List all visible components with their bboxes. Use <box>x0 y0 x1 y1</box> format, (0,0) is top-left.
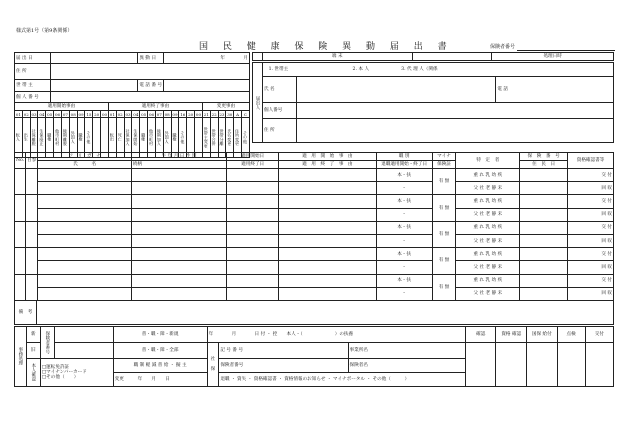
col-myna: マイナ <box>432 153 456 161</box>
check-shikaku: 資格 確認 <box>496 327 527 343</box>
end-code-5[interactable]: 06 <box>148 111 155 117</box>
start-reason-field[interactable] <box>279 169 377 182</box>
hokensha-field[interactable]: 保険者番号 <box>219 359 348 373</box>
end-item-8: 職権 <box>171 118 179 158</box>
birth-field[interactable] <box>131 221 226 234</box>
end-item-7: 外国人 <box>163 118 171 158</box>
end-item-9: その他 <box>179 118 187 158</box>
birth-field[interactable] <box>131 248 226 261</box>
table-row <box>15 274 614 287</box>
tokutei-field[interactable]: 父 社 老 静 未 <box>456 182 520 195</box>
job-field[interactable]: 本・扶 <box>376 169 432 182</box>
end-code-0[interactable]: 01 <box>109 111 115 117</box>
end-reason-field[interactable] <box>279 234 377 247</box>
check-tenken: 点検 <box>557 327 585 343</box>
start-code-7[interactable]: 08 <box>70 111 76 117</box>
notifier-name-label: 氏 名 <box>262 77 296 103</box>
form-sheet <box>6 0 622 439</box>
end-reason-field[interactable] <box>279 182 377 195</box>
table-row <box>15 221 614 234</box>
start-code-5[interactable]: 06 <box>55 111 61 117</box>
new-label: 新 <box>26 327 40 343</box>
notifier-choices[interactable]: 1. 世帯主 2. 本 人 3. 代 理 人（関係 <box>262 63 613 77</box>
furigana-field[interactable] <box>38 221 131 234</box>
jumin-field[interactable] <box>520 234 568 247</box>
verify-label: 本人確認 <box>26 359 40 387</box>
col-tokutei: 特 定 者 <box>456 153 520 169</box>
change-item-1: 世帯合併 <box>210 118 218 158</box>
change-code-0[interactable]: 21 <box>203 111 209 117</box>
birth-field[interactable] <box>131 169 226 182</box>
end-date-field[interactable] <box>227 287 279 300</box>
start-item-7: 外国人 <box>69 118 77 158</box>
start-item-9: その他 <box>85 118 93 158</box>
row-mokusan[interactable] <box>26 274 38 300</box>
change-item-4: 住所変更 <box>234 118 242 158</box>
start-date-field[interactable] <box>227 169 279 182</box>
row-mokusan[interactable] <box>26 169 38 195</box>
start-item-2: 社保離脱 <box>30 118 38 158</box>
check-kyufu: 国保 給付 <box>527 327 558 343</box>
remarks-field[interactable] <box>37 301 614 325</box>
change-code-3[interactable]: 30 <box>227 111 233 117</box>
notifier-personal-no-field[interactable] <box>296 103 613 119</box>
col-job: 職 別 <box>376 153 432 161</box>
insure-no-field[interactable] <box>520 274 568 287</box>
end-code-6[interactable]: 07 <box>156 111 162 117</box>
tokutei-field[interactable]: 重 れ 乳 幼 疾 <box>456 248 520 261</box>
change-date-label: 異 動 日 <box>138 53 164 64</box>
jumin-field[interactable] <box>520 208 568 221</box>
end-item-6: 後期加入 <box>155 118 163 158</box>
new-codes: 普・職・障・新規 <box>113 327 207 343</box>
form-number: 様式第1号（第9条関係） <box>16 28 73 34</box>
insure-no-field[interactable] <box>520 221 568 234</box>
furigana-field[interactable] <box>38 169 131 182</box>
processed-label: 処理日時 <box>492 53 614 61</box>
relation-field[interactable] <box>131 182 226 195</box>
name-field[interactable] <box>38 182 131 195</box>
end-item-0: 転出 <box>108 118 116 158</box>
retire-field[interactable]: ・ <box>376 182 432 195</box>
end-reason-field[interactable] <box>279 287 377 300</box>
start-item-5: 他市町村 <box>54 118 62 158</box>
notifier-table <box>252 62 614 143</box>
row-no <box>15 248 26 274</box>
change-reason-label: 変更事由 <box>202 103 249 111</box>
myna-field[interactable]: 有 無 <box>432 169 456 195</box>
form-title: 国 民 健 康 保 険 異 動 届 出 書 <box>199 42 453 52</box>
tokutei-field[interactable]: 重 れ 乳 幼 疾 <box>456 195 520 208</box>
jumin-field[interactable] <box>520 287 568 300</box>
jigyosho-field[interactable]: 事業所名 <box>348 343 465 359</box>
id-options[interactable]: □運転免許証 □マイナンバーカード □その他（ ） <box>40 359 113 387</box>
relation-field[interactable] <box>131 208 226 221</box>
start-item-3: 生保廃止 <box>38 118 46 158</box>
job-field[interactable]: 本・扶 <box>376 195 432 208</box>
start-date-field[interactable] <box>227 248 279 261</box>
end-date-field[interactable] <box>227 208 279 221</box>
insurer-no-field[interactable] <box>517 42 615 51</box>
row-mokusan[interactable] <box>26 195 38 221</box>
end-item-5: 他市町村 <box>148 118 156 158</box>
person-fuyo: 年 月 日 付 ・ 控 本人・（ ）の扶養 <box>207 327 465 343</box>
start-code-11[interactable]: 00 <box>101 111 108 117</box>
householder-field[interactable] <box>50 80 137 92</box>
phone-label: 電 話 番 号 <box>138 80 164 92</box>
notifier-address-label: 住 所 <box>262 119 296 143</box>
name-field[interactable] <box>38 208 131 221</box>
col-relation: 続柄 <box>131 161 226 169</box>
end-code-1[interactable]: 02 <box>117 111 123 117</box>
end-code-3[interactable]: 04 <box>133 111 139 117</box>
kakunin-field[interactable]: 交 付 <box>568 169 614 182</box>
end-code-9[interactable]: 16 <box>180 111 186 117</box>
table-row <box>15 169 614 182</box>
kakunin-field[interactable]: 交 付 <box>568 195 614 208</box>
insure-no-field[interactable] <box>520 248 568 261</box>
start-item-8: 職権 <box>77 118 85 158</box>
old-codes: 普・職・障・全部 <box>113 343 207 359</box>
col-kakunin: 資格確認書等 <box>568 153 614 169</box>
insurer-no-label: 保険者番号 <box>490 44 516 50</box>
start-reason-field[interactable] <box>279 221 377 234</box>
table-row <box>15 208 614 221</box>
check-kofu: 交付 <box>585 327 613 343</box>
row-mokusan[interactable] <box>26 221 38 247</box>
start-date-field[interactable] <box>227 274 279 287</box>
old-no-field[interactable] <box>54 343 113 359</box>
kakunin-field[interactable]: 交 付 <box>568 221 614 234</box>
notifier-name-field[interactable] <box>296 77 495 103</box>
check-kakunin: 確認 <box>465 327 496 343</box>
start-code-3[interactable]: 04 <box>39 111 45 117</box>
office-label: 事務処理 <box>15 327 27 387</box>
header-right-table <box>252 52 614 61</box>
col-furigana: フ リ ガ ナ <box>38 153 131 161</box>
name-field[interactable] <box>38 234 131 247</box>
kakunin-field[interactable]: 回 収 <box>568 234 614 247</box>
col-no: No. <box>15 153 26 169</box>
row-no <box>15 195 26 221</box>
end-item-4: 職権 <box>140 118 148 158</box>
date-field[interactable] <box>50 53 137 64</box>
start-item-1: 出生 <box>22 118 30 158</box>
furigana-field[interactable] <box>38 274 131 287</box>
end-code-2[interactable]: 03 <box>125 111 131 117</box>
myna-field[interactable]: 有 無 <box>432 248 456 274</box>
start-date-field[interactable] <box>227 195 279 208</box>
relation-field[interactable] <box>131 261 226 274</box>
table-row <box>15 234 614 247</box>
row-mokusan[interactable] <box>26 248 38 274</box>
start-code-6[interactable]: 07 <box>62 111 68 117</box>
row-no <box>15 169 26 195</box>
shaho-label: 社 保 <box>207 343 219 387</box>
start-item-4: 職権 <box>46 118 54 158</box>
change-item-2: 世帯分離 <box>218 118 226 158</box>
end-date-field[interactable] <box>227 261 279 274</box>
col-end-reason: 適 用 終 了 事 由 <box>279 161 377 169</box>
notifier-phone[interactable]: 電 話 <box>496 77 614 103</box>
end-code-8[interactable]: 09 <box>172 111 178 117</box>
tokutei-field[interactable]: 父 社 老 静 未 <box>456 287 520 300</box>
remarks-label: 備 考 <box>15 301 37 325</box>
kakunin-field[interactable]: 回 収 <box>568 182 614 195</box>
change-item-3: 氏名変更 <box>226 118 234 158</box>
householder-label: 世 帯 主 <box>15 80 51 92</box>
job-field[interactable]: 本・扶 <box>376 248 432 261</box>
col-start-date: 適用開始日 <box>227 153 279 161</box>
furigana-field[interactable] <box>38 248 131 261</box>
start-reason-label: 適用開始事由 <box>15 103 109 111</box>
kakunin-field[interactable]: 回 収 <box>568 208 614 221</box>
end-reason-label: 適用終了事由 <box>108 103 202 111</box>
table-row <box>15 261 614 274</box>
start-code-1[interactable]: 02 <box>23 111 29 117</box>
change-row: 変更 年 月 日 <box>113 373 207 387</box>
address-label: 住 所 <box>15 64 51 80</box>
personal-no-field[interactable] <box>50 92 249 103</box>
col-name: 氏 名 <box>38 161 131 169</box>
tokutei-field[interactable]: 重 れ 乳 幼 疾 <box>456 274 520 287</box>
myna-field[interactable]: 有 無 <box>432 195 456 221</box>
col-end-date: 適用終了日 <box>227 161 279 169</box>
end-reason-field[interactable] <box>279 208 377 221</box>
jumin-field[interactable] <box>520 261 568 274</box>
start-code-0[interactable]: 01 <box>15 111 21 117</box>
office-table <box>14 326 614 387</box>
end-date-field[interactable] <box>227 182 279 195</box>
end-code-11[interactable]: 00 <box>195 111 201 117</box>
birth-field[interactable] <box>131 274 226 287</box>
remarks-table <box>14 300 614 325</box>
kakunin-field[interactable]: 交 付 <box>568 248 614 261</box>
myna-field[interactable]: 有 無 <box>432 221 456 247</box>
kakunin-field[interactable]: 回 収 <box>568 287 614 300</box>
col-jumin: 住 民 日 <box>520 161 568 169</box>
notifier-address-field[interactable] <box>296 119 613 143</box>
reason-table <box>14 102 250 158</box>
change-item-5: その他 <box>241 118 249 158</box>
relation-field[interactable] <box>131 234 226 247</box>
kakunin-field[interactable]: 回 収 <box>568 261 614 274</box>
end-item-2: 社保加入 <box>124 118 132 158</box>
start-reason-field[interactable] <box>279 274 377 287</box>
change-code-4[interactable]: A <box>234 111 242 118</box>
tokutei-field[interactable]: 重 れ 乳 幼 疾 <box>456 169 520 182</box>
tokutei-field[interactable]: 父 社 老 静 未 <box>456 208 520 221</box>
table-row <box>15 287 614 300</box>
insure-no-field[interactable] <box>520 169 568 182</box>
start-code-8[interactable]: 09 <box>78 111 84 117</box>
col-insure-no: 保 険 番 号 <box>520 153 568 161</box>
furigana-field[interactable] <box>38 195 131 208</box>
phone-field[interactable] <box>164 80 250 92</box>
terminal-field[interactable] <box>412 53 492 61</box>
notifier-personal-no-label: 個人番号 <box>262 103 296 119</box>
row-no <box>15 274 26 300</box>
col-retire: 退職適用開始・終了日 <box>376 161 432 169</box>
name-field[interactable] <box>38 261 131 274</box>
birth-field[interactable] <box>131 195 226 208</box>
jumin-field[interactable] <box>520 182 568 195</box>
retire-field[interactable]: ・ <box>376 208 432 221</box>
terminal-label: 端 末 <box>262 53 412 61</box>
new-no-field[interactable] <box>54 327 113 343</box>
change-code-2[interactable]: 23 <box>219 111 225 117</box>
start-item-0: 転入 <box>15 118 23 158</box>
retire-field[interactable]: ・ <box>376 261 432 274</box>
start-item-6: 後期離脱 <box>61 118 69 158</box>
member-table <box>14 152 614 301</box>
job-field[interactable]: 本・扶 <box>376 274 432 287</box>
date-label: 届 出 日 <box>15 53 51 64</box>
tokutei-field[interactable]: 重 れ 乳 幼 疾 <box>456 221 520 234</box>
tokutei-field[interactable]: 父 社 老 静 未 <box>456 234 520 247</box>
change-item-0: 世帯主変更 <box>202 118 210 158</box>
row-no <box>15 221 26 247</box>
kigo-field[interactable]: 記 号 番 号 <box>219 343 348 359</box>
retire-field[interactable]: ・ <box>376 287 432 300</box>
old-label: 旧 <box>26 343 40 359</box>
start-reason-field[interactable] <box>279 195 377 208</box>
retire-field[interactable]: ・ <box>376 234 432 247</box>
name-field[interactable] <box>38 287 131 300</box>
personal-no-label: 個 人 番 号 <box>15 92 51 103</box>
myna-field[interactable]: 有 無 <box>432 274 456 300</box>
tokutei-field[interactable]: 父 社 老 静 未 <box>456 261 520 274</box>
start-date-field[interactable] <box>227 221 279 234</box>
change-code-5[interactable]: C <box>241 111 249 118</box>
end-code-7[interactable]: 08 <box>164 111 170 117</box>
table-row <box>15 195 614 208</box>
start-reason-field[interactable] <box>279 248 377 261</box>
address-field[interactable] <box>50 64 249 80</box>
end-reason-field[interactable] <box>279 261 377 274</box>
table-row <box>15 248 614 261</box>
job-field[interactable]: 本・扶 <box>376 221 432 234</box>
col-start-reason: 適 用 開 始 事 由 <box>279 153 377 161</box>
insure-no-field[interactable] <box>520 195 568 208</box>
col-birth: 生 年 月 日 性 別 <box>131 153 226 161</box>
hokenshamei-field[interactable]: 保険者名 <box>348 359 465 373</box>
end-code-4[interactable]: 05 <box>141 111 147 117</box>
kubun: 職 制 軽 減 普 給 ・ 擬 主 <box>113 359 207 373</box>
start-code-4[interactable]: 05 <box>47 111 53 117</box>
kakunin-field[interactable]: 交 付 <box>568 274 614 287</box>
start-code-10[interactable]: 20 <box>94 111 100 117</box>
table-row <box>15 182 614 195</box>
end-code-10[interactable]: 20 <box>188 111 194 117</box>
end-date-field[interactable] <box>227 234 279 247</box>
header-left-table <box>14 52 250 103</box>
start-code-2[interactable]: 03 <box>31 111 37 117</box>
col-mokusan: 目参 <box>26 153 38 169</box>
note-line: 退職 ・ 資失 ・ 資格確認書 ・ 資格情報のお知らせ ・ マイナポータル ・ その他（ ） <box>219 373 466 387</box>
start-code-9[interactable]: 15 <box>86 111 92 117</box>
notifier-side-label: 届出人 <box>253 63 263 143</box>
change-code-1[interactable]: 22 <box>211 111 217 117</box>
col-hokensho: 保険証 <box>432 161 456 169</box>
insured-no-label: 保険者番号 <box>40 327 54 359</box>
end-item-1: 死亡 <box>116 118 124 158</box>
relation-field[interactable] <box>131 287 226 300</box>
end-item-3: 生保開始 <box>132 118 140 158</box>
change-date-field[interactable]: 年 月 <box>164 53 250 64</box>
